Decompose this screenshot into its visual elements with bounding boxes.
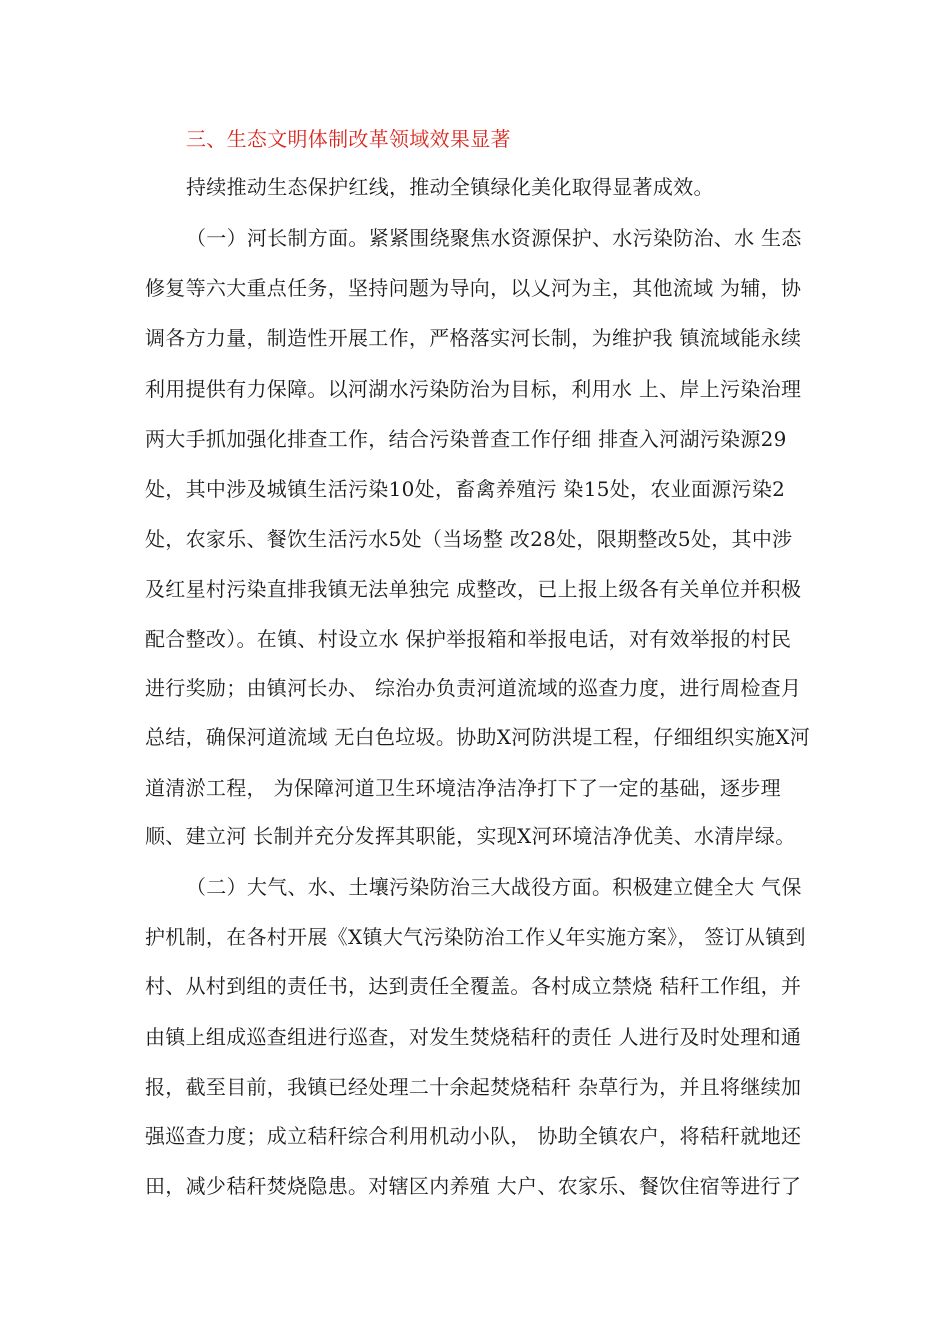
paragraph-2-line-2: 护机制，在各村开展《X镇大气污染防治工作乂年实施方案》， 签订从镇到 bbox=[145, 925, 806, 949]
paragraph-2-line-5: 报，截至目前，我镇已经处理二十余起焚烧秸秆 杂草行为，并且将继续加 bbox=[145, 1075, 802, 1099]
paragraph-2-line-7: 田，减少秸秆焚烧隐患。对辖区内养殖 大户、农家乐、餐饮住宿等进行了 bbox=[145, 1174, 802, 1198]
paragraph-1-line-8: 及红星村污染直排我镇无法单独完 成整改，已上报上级各有关单位并积极 bbox=[145, 577, 802, 601]
paragraph-1-line-7: 处，农家乐、餐饮生活污水5处（当场整 改28处，限期整改5处，其中涉 bbox=[145, 527, 793, 551]
paragraph-1-line-5: 两大手抓加强化排查工作，结合污染普查工作仔细 排查入河湖污染源29 bbox=[145, 427, 787, 451]
paragraph-1-line-10: 进行奖励；由镇河长办、 综治办负责河道流域的巡查力度，进行周检查月 bbox=[145, 676, 802, 700]
paragraph-1-line-11: 总结，确保河道流域 无白色垃圾。协助X河防洪堤工程，仔细组织实施X河 bbox=[145, 725, 811, 749]
paragraph-2-line-6: 强巡查力度；成立秸秆综合利用机动小队， 协助全镇农户，将秸秆就地还 bbox=[145, 1124, 802, 1148]
paragraph-1-line-1: （一）河长制方面。紧紧围绕聚焦水资源保护、水污染防治、水 生态 bbox=[186, 226, 802, 250]
paragraph-1-line-4: 利用提供有力保障。以河湖水污染防治为目标，利用水 上、岸上污染治理 bbox=[145, 377, 802, 401]
section-heading: 三、生态文明体制改革领域效果显著 bbox=[186, 127, 511, 151]
paragraph-1-line-6: 处，其中涉及城镇生活污染10处，畜禽养殖污 染15处，农业面源污染2 bbox=[145, 477, 786, 501]
paragraph-intro-line: 持续推动生态保护红线，推动全镇绿化美化取得显著成效。 bbox=[186, 175, 714, 199]
paragraph-2-line-4: 由镇上组成巡查组进行巡查，对发生焚烧秸秆的责任 人进行及时处理和通 bbox=[145, 1025, 802, 1049]
paragraph-2-line-3: 村、从村到组的责任书，达到责任全覆盖。各村成立禁烧 秸秆工作组，并 bbox=[145, 974, 802, 998]
paragraph-1-line-13: 顺、建立河 长制并充分发挥其职能，实现X河环境洁净优美、水清岸绿。 bbox=[145, 824, 796, 848]
paragraph-1-line-3: 调各方力量，制造性开展工作，严格落实河长制，为维护我 镇流域能永续 bbox=[145, 326, 802, 350]
paragraph-2-line-1: （二）大气、水、土壤污染防治三大战役方面。积极建立健全大 气保 bbox=[186, 875, 802, 899]
paragraph-1-line-2: 修复等六大重点任务，坚持问题为导向，以乂河为主，其他流域 为辅，协 bbox=[145, 276, 802, 300]
paragraph-1-line-12: 道清淤工程， 为保障河道卫生环境洁净洁净打下了一定的基础，逐步理 bbox=[145, 776, 781, 800]
paragraph-1-line-9: 配合整改）。在镇、村设立水 保护举报箱和举报电话，对有效举报的村民 bbox=[145, 627, 792, 651]
